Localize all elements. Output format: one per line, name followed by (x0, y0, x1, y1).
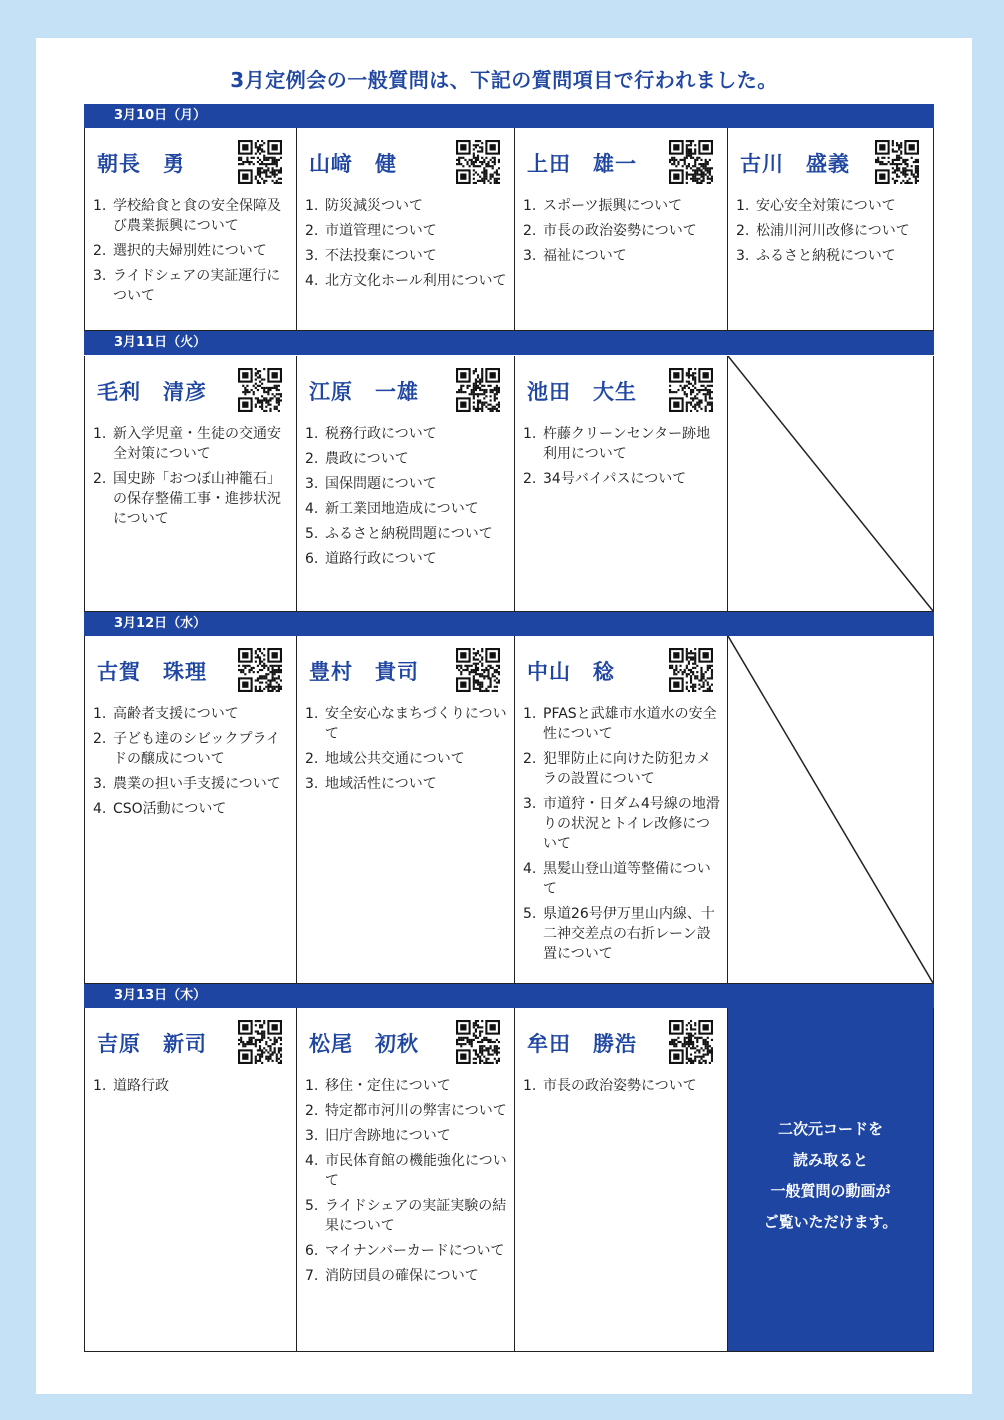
member-cell (514, 356, 727, 612)
qr-info-line: 二次元コードを (777, 1120, 883, 1138)
qr-code-icon[interactable] (238, 368, 282, 412)
member-name: 池田 大生 (527, 380, 637, 404)
item-text: 34号バイパスについて (543, 471, 687, 487)
qr-info-line: 一般質問の動画が (770, 1182, 891, 1200)
question-list (523, 196, 721, 271)
item-text: 福祉について (543, 248, 627, 264)
item-number: 1. (93, 426, 107, 442)
item-number: 5. (523, 906, 537, 922)
item-text: 学校給食と食の安全保障及び農業振興について (113, 198, 281, 234)
item-number: 4. (305, 501, 319, 517)
question-item (93, 799, 290, 819)
item-text: 高齢者支援について (113, 706, 239, 722)
question-item (523, 794, 721, 854)
item-text: 黒髪山登山道等整備について (543, 861, 711, 897)
question-item (93, 729, 290, 769)
qr-code-icon[interactable] (456, 368, 500, 412)
member-name: 中山 稔 (527, 660, 615, 684)
question-list (93, 1076, 290, 1101)
item-text: 地域公共交通について (325, 751, 465, 767)
item-text: CSO活動について (113, 801, 227, 817)
day-row (84, 636, 934, 984)
page-sheet (36, 38, 972, 1394)
item-number: 2. (305, 1103, 319, 1119)
item-number: 1. (305, 1078, 319, 1094)
member-name: 山﨑 健 (309, 152, 397, 176)
item-text: 市長の政治姿勢について (543, 223, 697, 239)
question-list (523, 424, 721, 494)
item-number: 1. (523, 426, 537, 442)
question-list (305, 196, 508, 296)
item-number: 1. (736, 198, 750, 214)
item-number: 2. (93, 731, 107, 747)
question-list (523, 1076, 721, 1101)
item-number: 1. (523, 198, 537, 214)
item-text: 農業の担い手支援について (113, 776, 281, 792)
question-item (305, 749, 508, 769)
member-name: 毛利 清彦 (97, 380, 207, 404)
item-number: 1. (93, 198, 107, 214)
item-text: 移住・定住について (325, 1078, 451, 1094)
question-list (93, 424, 290, 534)
question-item (523, 704, 721, 744)
item-text: 子ども達のシビックプライドの醸成について (113, 731, 281, 767)
question-item (736, 221, 927, 241)
member-cell (84, 128, 296, 331)
item-number: 6. (305, 551, 319, 567)
member-name: 朝長 勇 (97, 152, 185, 176)
item-number: 3. (305, 476, 319, 492)
member-name: 牟田 勝浩 (527, 1032, 637, 1056)
item-text: 旧庁舎跡地について (325, 1128, 451, 1144)
item-number: 5. (305, 1198, 319, 1214)
item-text: 市長の政治姿勢について (543, 1078, 697, 1094)
qr-info-line: 読み取ると (792, 1151, 868, 1169)
item-text: ライドシェアの実証運行について (113, 268, 281, 304)
question-item (305, 524, 508, 544)
item-number: 6. (305, 1243, 319, 1259)
item-text: 農政について (325, 451, 409, 467)
qr-code-icon[interactable] (669, 140, 713, 184)
item-text: 松浦川河川改修について (756, 223, 910, 239)
question-item (736, 196, 927, 216)
member-cell (514, 128, 727, 331)
item-number: 4. (305, 273, 319, 289)
qr-code-icon[interactable] (669, 368, 713, 412)
question-item (93, 1076, 290, 1096)
question-list (305, 704, 508, 799)
member-name: 松尾 初秋 (309, 1032, 419, 1056)
item-text: 消防団員の確保について (325, 1268, 479, 1284)
question-item (305, 424, 508, 444)
question-item (93, 424, 290, 464)
question-item (523, 221, 721, 241)
question-item (305, 1101, 508, 1121)
item-text: 市道管理について (325, 223, 437, 239)
qr-code-icon[interactable] (456, 648, 500, 692)
item-number: 3. (305, 1128, 319, 1144)
item-number: 2. (93, 471, 107, 487)
question-item (93, 266, 290, 306)
question-item (305, 1266, 508, 1286)
member-cell (84, 636, 296, 984)
item-number: 2. (523, 751, 537, 767)
item-text: 県道26号伊万里山内線、十二神交差点の右折レーン設置について (543, 906, 715, 962)
member-name: 古川 盛義 (740, 152, 850, 176)
qr-info-line: ご覧いただけます。 (763, 1213, 898, 1231)
item-number: 3. (305, 776, 319, 792)
question-list (93, 196, 290, 311)
item-number: 3. (93, 776, 107, 792)
empty-cell (727, 636, 934, 984)
question-item (305, 499, 508, 519)
member-cell (727, 128, 934, 331)
question-item (305, 474, 508, 494)
item-text: 防災減災ついて (325, 198, 423, 214)
question-item (93, 469, 290, 529)
member-cell (296, 636, 514, 984)
item-number: 3. (736, 248, 750, 264)
item-text: 北方文化ホール利用について (325, 273, 507, 289)
item-text: ふるさと納税について (756, 248, 896, 264)
item-number: 3. (305, 248, 319, 264)
member-cell (84, 1008, 296, 1352)
item-number: 3. (523, 248, 537, 264)
page-title: 3月定例会の一般質問は、下記の質問項目で行われました。 (230, 68, 778, 92)
item-text: スポーツ振興について (543, 198, 683, 214)
item-text: 国保問題について (325, 476, 437, 492)
question-item (305, 704, 508, 744)
item-number: 1. (93, 1078, 107, 1094)
question-item (305, 774, 508, 794)
question-item (305, 196, 508, 216)
question-item (305, 449, 508, 469)
qr-code-icon[interactable] (669, 648, 713, 692)
item-text: 新工業団地造成について (325, 501, 479, 517)
day-header: 3月12日（水） (84, 612, 934, 636)
item-text: 選択的夫婦別姓について (113, 243, 267, 259)
question-list (736, 196, 927, 271)
item-number: 2. (736, 223, 750, 239)
item-text: 安全安心なまちづくりについて (325, 706, 507, 742)
item-number: 1. (305, 706, 319, 722)
member-name: 江原 一雄 (309, 380, 419, 404)
day-row (84, 128, 934, 331)
question-item (305, 1151, 508, 1191)
member-cell (296, 128, 514, 331)
item-number: 4. (305, 1153, 319, 1169)
qr-code-icon[interactable] (669, 1020, 713, 1064)
empty-cell (727, 356, 934, 612)
day-header: 3月10日（月） (84, 104, 934, 128)
qr-code-icon[interactable] (238, 140, 282, 184)
item-number: 2. (305, 223, 319, 239)
member-name: 吉原 新司 (97, 1032, 207, 1056)
question-item (305, 549, 508, 569)
diagonal-line (728, 356, 933, 611)
member-name: 上田 雄一 (527, 152, 637, 176)
question-item (93, 774, 290, 794)
item-number: 2. (305, 451, 319, 467)
question-list (305, 1076, 508, 1291)
qr-code-icon[interactable] (456, 140, 500, 184)
item-number: 2. (523, 471, 537, 487)
day-row (84, 356, 934, 612)
item-text: 安心安全対策について (756, 198, 896, 214)
qr-info-text (728, 1114, 933, 1238)
item-number: 1. (523, 706, 537, 722)
item-number: 7. (305, 1268, 319, 1284)
item-number: 2. (523, 223, 537, 239)
item-number: 3. (523, 796, 537, 812)
item-text: 杵藤クリーンセンター跡地利用について (543, 426, 711, 462)
question-item (523, 246, 721, 266)
question-item (736, 246, 927, 266)
item-number: 2. (93, 243, 107, 259)
question-item (305, 221, 508, 241)
item-text: 犯罪防止に向けた防犯カメラの設置について (543, 751, 711, 787)
question-item (93, 196, 290, 236)
question-item (305, 1241, 508, 1261)
item-text: 特定都市河川の弊害について (325, 1103, 507, 1119)
question-item (305, 1196, 508, 1236)
member-cell (296, 356, 514, 612)
question-item (523, 424, 721, 464)
question-item (523, 904, 721, 964)
item-number: 5. (305, 526, 319, 542)
empty-cell-diagonal (728, 636, 933, 983)
item-text: 新入学児童・生徒の交通安全対策について (113, 426, 281, 462)
qr-code-icon[interactable] (875, 140, 919, 184)
qr-code-icon[interactable] (238, 648, 282, 692)
qr-info-box (727, 1008, 934, 1352)
item-text: 市民体育館の機能強化について (325, 1153, 507, 1189)
member-cell (84, 356, 296, 612)
question-item (305, 271, 508, 291)
question-list (305, 424, 508, 574)
question-item (523, 859, 721, 899)
question-item (305, 1126, 508, 1146)
qr-code-icon[interactable] (456, 1020, 500, 1064)
item-number: 1. (305, 426, 319, 442)
question-item (523, 749, 721, 789)
item-text: 道路行政について (325, 551, 437, 567)
item-text: 市道狩・日ダム4号線の地滑りの状況とトイレ改修について (543, 796, 720, 852)
question-list (523, 704, 721, 969)
item-text: 道路行政 (113, 1078, 169, 1094)
item-text: マイナンバーカードについて (325, 1243, 505, 1259)
qr-code-icon[interactable] (238, 1020, 282, 1064)
item-number: 1. (305, 198, 319, 214)
item-number: 4. (93, 801, 107, 817)
member-cell (514, 1008, 727, 1352)
diagonal-line (728, 636, 933, 983)
member-name: 古賀 珠理 (97, 660, 207, 684)
item-number: 4. (523, 861, 537, 877)
member-name: 豊村 貴司 (309, 660, 419, 684)
question-list (93, 704, 290, 824)
member-cell (514, 636, 727, 984)
question-item (305, 246, 508, 266)
empty-cell-diagonal (728, 356, 933, 611)
day-row (84, 1008, 934, 1352)
item-text: 税務行政について (325, 426, 437, 442)
item-number: 1. (93, 706, 107, 722)
question-item (523, 469, 721, 489)
item-text: 地域活性について (325, 776, 437, 792)
item-text: ふるさと納税問題について (325, 526, 493, 542)
item-text: 不法投棄について (325, 248, 437, 264)
question-item (93, 704, 290, 724)
member-cell (296, 1008, 514, 1352)
question-item (93, 241, 290, 261)
item-text: 国史跡「おつぼ山神籠石」の保存整備工事・進捗状況について (113, 471, 281, 527)
day-header: 3月11日（火） (84, 331, 934, 355)
question-item (523, 196, 721, 216)
question-item (523, 1076, 721, 1096)
question-item (305, 1076, 508, 1096)
day-header: 3月13日（木） (84, 984, 934, 1008)
item-text: PFASと武雄市水道水の安全性について (543, 706, 717, 742)
item-number: 2. (305, 751, 319, 767)
item-text: ライドシェアの実証実験の結果について (325, 1198, 507, 1234)
item-number: 1. (523, 1078, 537, 1094)
item-number: 3. (93, 268, 107, 284)
